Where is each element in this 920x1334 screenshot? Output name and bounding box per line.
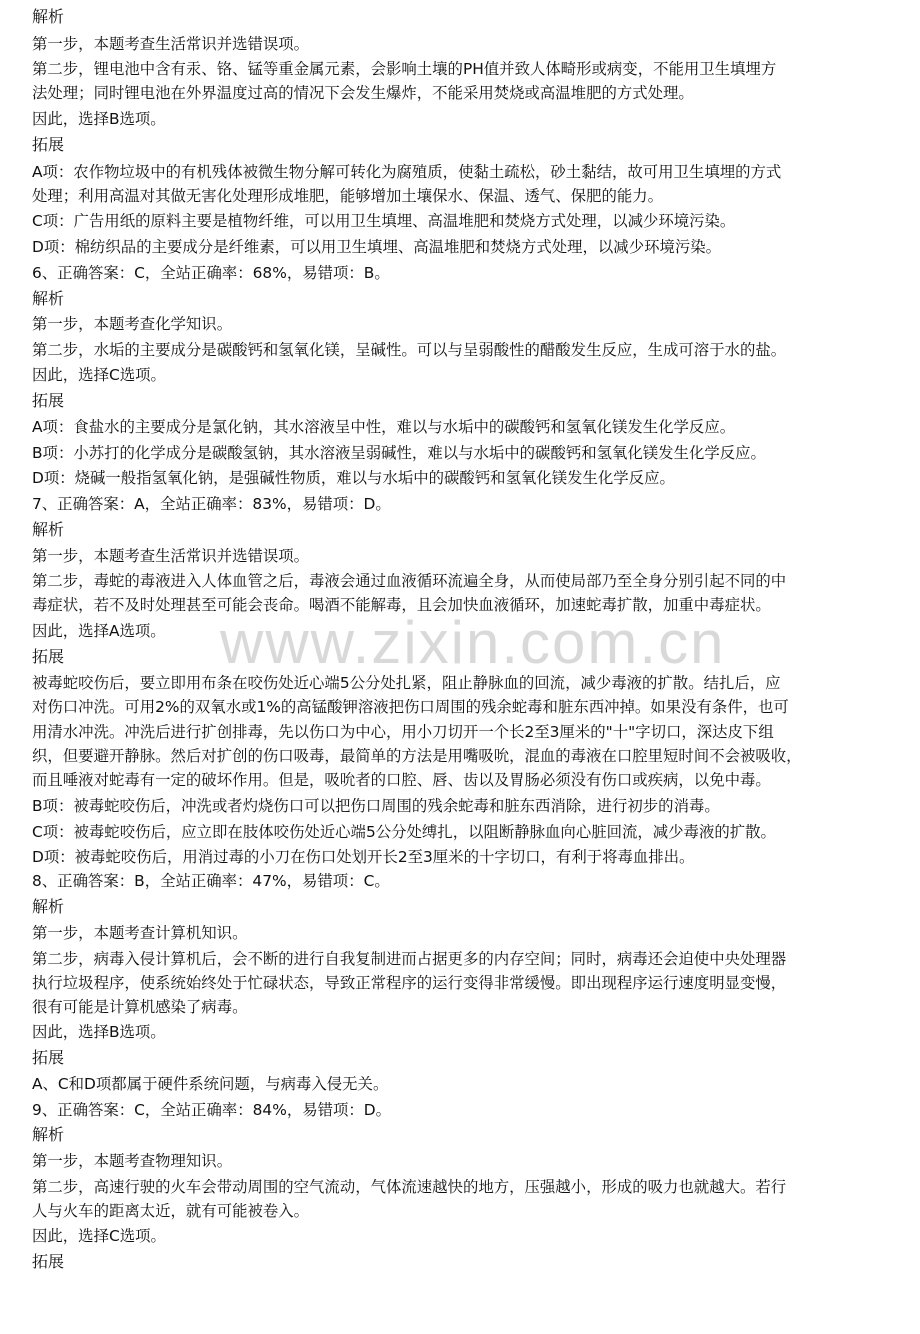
text-line: 解析 (32, 289, 65, 308)
text-line: 法处理；同时锂电池在外界温度过高的情况下会发生爆炸，不能采用焚烧或高温堆肥的方式处理。 (32, 84, 694, 102)
text-line: 拓展 (32, 391, 65, 410)
text-line: 而且唾液对蛇毒有一定的破坏作用。但是，吸吮者的口腔、唇、齿以及胃肠必须没有伤口或疾病，以免中毒。 (32, 771, 771, 789)
text-line: 解析 (32, 897, 65, 916)
text-line: 织，但要避开静脉。然后对扩创的伤口吸毒，最简单的方法是用嘴吸吮，混血的毒液在口腔里短时间不会被吸收， (32, 747, 802, 765)
text-line: 解析 (32, 7, 65, 26)
text-line: 人与火车的距离太近，就有可能被卷入。 (32, 1202, 310, 1220)
text-line: 处理；利用高温对其做无害化处理形成堆肥，能够增加土壤保水、保温、透气、保肥的能力。 (32, 187, 664, 205)
text-line: 拓展 (32, 1048, 65, 1067)
text-line: B项：被毒蛇咬伤后，冲洗或者灼烧伤口可以把伤口周围的残余蛇毒和脏东西消除，进行初步的消毒。 (32, 797, 720, 815)
text-line: 解析 (32, 1125, 65, 1144)
text-line: 很有可能是计算机感染了病毒。 (32, 998, 248, 1016)
text-line: A、C和D项都属于硬件系统问题，与病毒入侵无关。 (32, 1075, 389, 1093)
text-line: 毒症状，若不及时处理甚至可能会丧命。喝酒不能解毒，且会加快血液循环，加速蛇毒扩散，加重中毒症状。 (32, 596, 771, 614)
text-line: 9、正确答案：C，全站正确率：84%，易错项：D。 (32, 1101, 392, 1119)
text-line: 8、正确答案：B，全站正确率：47%，易错项：C。 (32, 872, 390, 890)
text-line: 拓展 (32, 1252, 65, 1271)
text-line: A项：农作物垃圾中的有机残体被微生物分解可转化为腐殖质，使黏土疏松，砂土黏结，故可用卫生填埋的方式 (32, 163, 782, 181)
text-line: 执行垃圾程序，使系统始终处于忙碌状态，导致正常程序的运行变得非常缓慢。即出现程序运行速度明显变慢， (32, 974, 787, 992)
text-line: 7、正确答案：A，全站正确率：83%，易错项：D。 (32, 495, 391, 513)
text-line: 第二步，高速行驶的火车会带动周围的空气流动，气体流速越快的地方，压强越小，形成的吸力也就越大。若行 (32, 1178, 787, 1196)
text-line: 因此，选择A选项。 (32, 622, 166, 640)
text-line: C项：广告用纸的原料主要是植物纤维，可以用卫生填埋、高温堆肥和焚烧方式处理，以减少环境污染。 (32, 212, 736, 230)
text-line: C项：被毒蛇咬伤后，应立即在肢体咬伤处近心端5公分处缚扎，以阻断静脉血向心脏回流，减少毒液的扩散。 (32, 823, 776, 841)
text-line: 拓展 (32, 647, 65, 666)
text-line: A项：食盐水的主要成分是氯化钠，其水溶液呈中性，难以与水垢中的碳酸钙和氢氧化镁发生化学反应。 (32, 418, 736, 436)
text-line: 第一步，本题考查计算机知识。 (32, 924, 248, 942)
text-line: 因此，选择B选项。 (32, 110, 166, 128)
text-line: B项：小苏打的化学成分是碳酸氢钠，其水溶液呈弱碱性，难以与水垢中的碳酸钙和氢氧化镁发生化学反应。 (32, 444, 766, 462)
text-line: 第一步，本题考查生活常识并选错误项。 (32, 35, 310, 53)
text-line: 用清水冲洗。冲洗后进行扩创排毒，先以伤口为中心，用小刀切开一个长2至3厘米的"十"字切口，深达皮下组 (32, 723, 774, 741)
text-line: 第一步，本题考查化学知识。 (32, 315, 233, 333)
text-line: 第二步，病毒入侵计算机后，会不断的进行自我复制进而占据更多的内存空间；同时，病毒还会迫使中央处理器 (32, 950, 787, 968)
text-line: 第一步，本题考查生活常识并选错误项。 (32, 547, 310, 565)
text-line: 6、正确答案：C，全站正确率：68%，易错项：B。 (32, 264, 390, 282)
text-line: 拓展 (32, 135, 65, 154)
text-line: 第一步，本题考查物理知识。 (32, 1152, 233, 1170)
text-line: 解析 (32, 520, 65, 539)
text-line: 被毒蛇咬伤后，要立即用布条在咬伤处近心端5公分处扎紧，阻止静脉血的回流，减少毒液的扩散。结扎后，应 (32, 674, 781, 692)
text-line: 因此，选择C选项。 (32, 1227, 166, 1245)
watermark: www.zixin.com.cn (220, 609, 726, 676)
text-line: 第二步，锂电池中含有汞、铬、锰等重金属元素，会影响土壤的PH值并致人体畸形或病变，不能用卫生填埋方 (32, 60, 777, 78)
text-line: D项：烧碱一般指氢氧化钠，是强碱性物质，难以与水垢中的碳酸钙和氢氧化镁发生化学反应。 (32, 469, 675, 487)
text-line: D项：棉纺织品的主要成分是纤维素，可以用卫生填埋、高温堆肥和焚烧方式处理，以减少环境污染。 (32, 238, 722, 256)
text-line: 第二步，水垢的主要成分是碳酸钙和氢氧化镁，呈碱性。可以与呈弱酸性的醋酸发生反应，生成可溶于水的盐。 (32, 341, 787, 359)
text-line: 因此，选择C选项。 (32, 366, 166, 384)
text-line: 第二步，毒蛇的毒液进入人体血管之后，毒液会通过血液循环流遍全身，从而使局部乃至全身分别引起不同的中 (32, 572, 787, 590)
text-line: D项：被毒蛇咬伤后，用消过毒的小刀在伤口处划开长2至3厘米的十字切口，有利于将毒血排出。 (32, 848, 695, 866)
text-line: 因此，选择B选项。 (32, 1023, 166, 1041)
text-line: 对伤口冲洗。可用2%的双氧水或1%的高锰酸钾溶液把伤口周围的残余蛇毒和脏东西冲掉。如果没有条件，也可 (32, 698, 789, 716)
